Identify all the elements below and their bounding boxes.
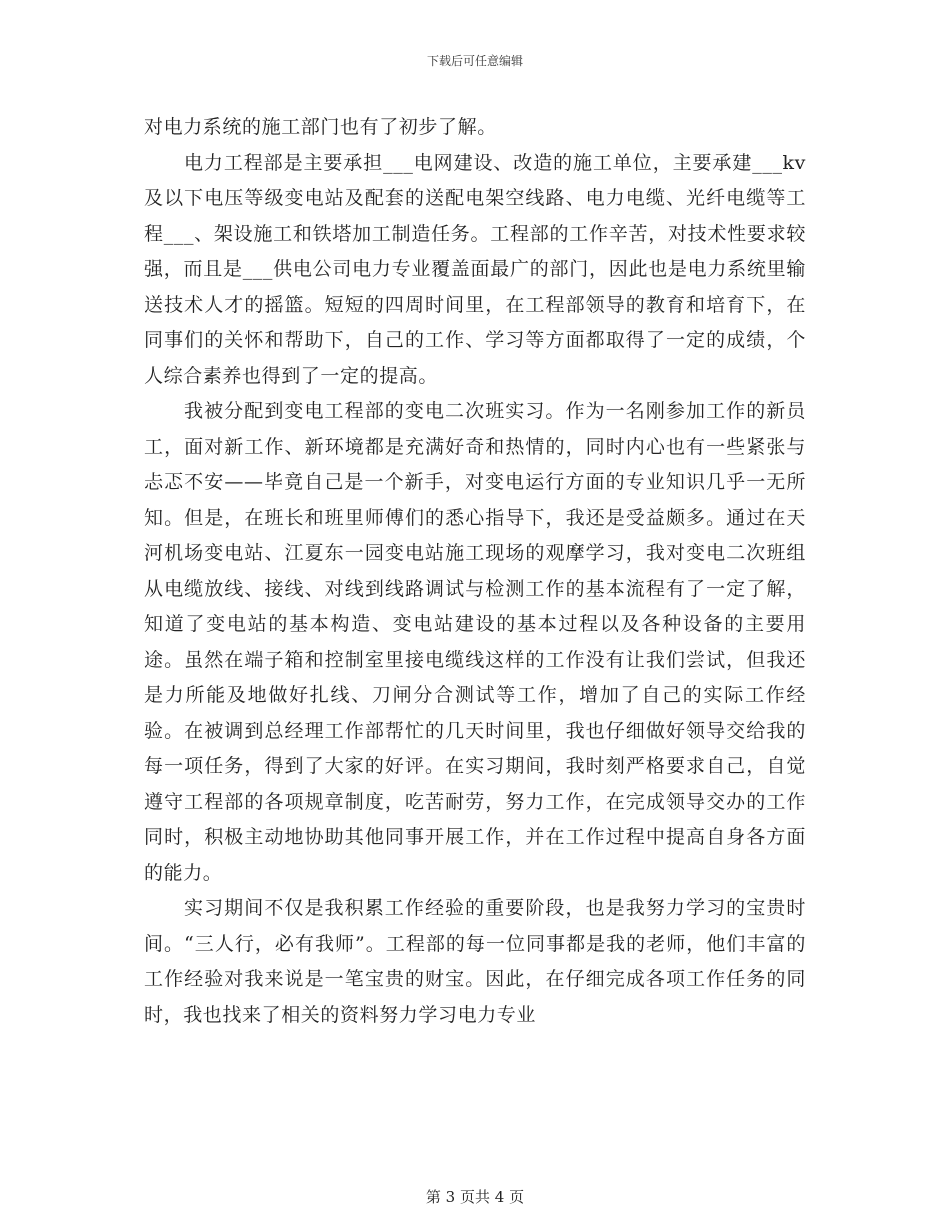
paragraph-4: 实习期间不仅是我积累工作经验的重要阶段，也是我努力学习的宝贵时间。“三人行，必有我师”。工程部的每一位同事都是我的老师，他们丰富的工作经验对我来说是一笔宝贵的财宝。因此，在仔细完成各项工作任务的同时，我也找来了相关的资料努力学习电力专业 xyxy=(144,897,806,1026)
paragraph-3: 我被分配到变电工程部的变电二次班实习。作为一名刚参加工作的新员工，面对新工作、新环境都是充满好奇和热情的，同时内心也有一些紧张与忐忑不安——毕竟自己是一个新手，对变电运行方面的专业知识几乎一无所知。但是，在班长和班里师傅们的悉心指导下，我还是受益颇多。通过在天河机场变电站、江夏东一园变电站施工现场的观摩学习，我对变电二次班组从电缆放线、接线、对线到线路调试与检测工作的基本流程有了一定了解，知道了变电站的基本构造、变电站建设的基本过程以及各种设备的主要用途。虽然在端子箱和控制室里接电缆线这样的工作没有让我们尝试，但我还是力所能及地做好扎线、刀闸分合测试等工作，增加了自己的实际工作经验。在被调到总经理工作部帮忙的几天时间里，我也仔细做好领导交给我的每一项任务，得到了大家的好评。在实习期间，我时刻严格要求自己，自觉遵守工程部的各项规章制度，吃苦耐劳，努力工作，在完成领导交办的工作同时，积极主动地协助其他同事开展工作，并在工作过程中提高自身各方面的能力。 xyxy=(144,400,806,884)
page-header: 下载后可任意编辑 xyxy=(426,54,523,68)
paragraph-2: 电力工程部是主要承担___电网建设、改造的施工单位，主要承建___kv及以下电压等级变电站及配套的送配电架空线路、电力电缆、光纤电缆等工程___、架设施工和铁塔加工制造任务。工程部的工作辛苦，对技术性要求较强，而且是___供电公司电力专业覆盖面最广的部门，因此也是电力系统里输送技术人才的摇篮。短短的四周时间里，在工程部领导的教育和培育下，在同事们的关怀和帮助下，自己的工作、学习等方面都取得了一定的成绩，个人综合素养也得到了一定的提高。 xyxy=(144,151,806,387)
paragraph-1: 对电力系统的施工部门也有了初步了解。 xyxy=(144,116,497,138)
document-body xyxy=(144,110,806,1033)
page-footer: 第 3 页共 4 页 xyxy=(425,1188,525,1206)
